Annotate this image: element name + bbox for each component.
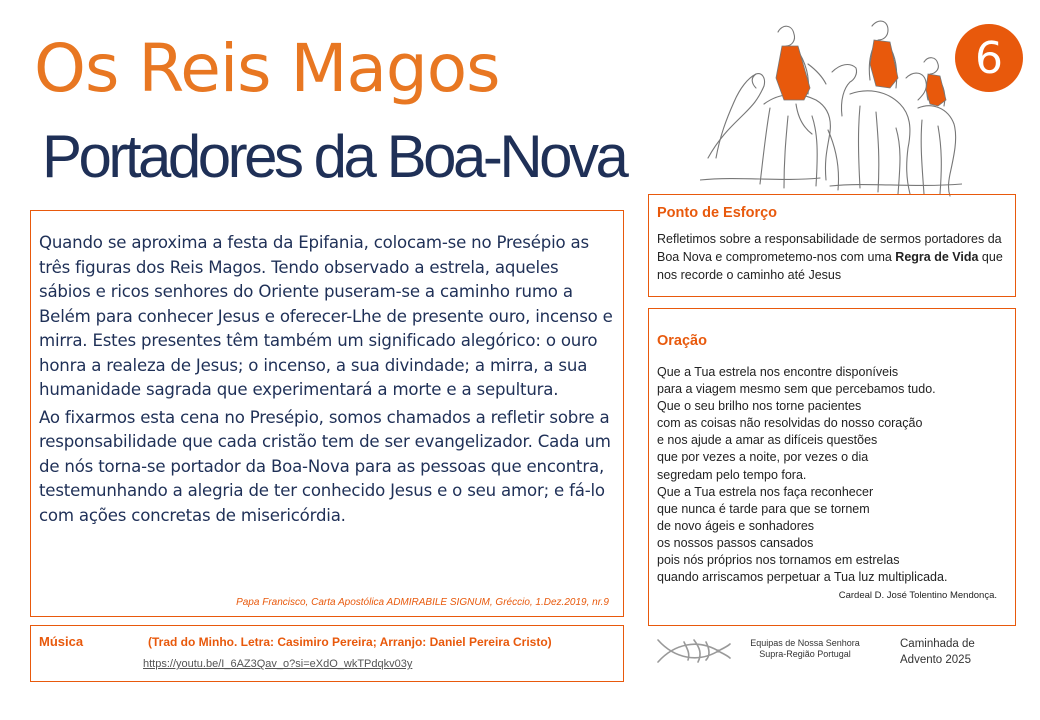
page-title: Os Reis Magos [34,30,500,107]
prayer-line: com as coisas não resolvidas do nosso coração [657,416,923,431]
advent-journey-label [900,636,975,668]
effort-text-bold: Regra de Vida [895,250,979,264]
prayer-line: Que a Tua estrela nos encontre disponíveis [657,365,899,379]
effort-text-part: Refletimos sobre a responsabilidade de sermos portadores da Boa Nova e comprometemo-nos com uma [657,232,1002,264]
prayer-line: para a viagem mesmo sem que percebamos tudo. [657,382,936,397]
prayer-line: pois nós próprios nos tornamos em estrelas [657,553,900,568]
main-paragraph: Ao fixarmos esta cena no Presépio, somos chamados a refletir sobre a responsabilidade que cada cristão tem de ser evangelizador. Cada um de nós torna-se portador da Boa-Nova para as pessoas que encontra, testemunhando a alegria de ter conhecido Jesus e o seu amor; e fá-lo com ações concretas de misericórdia. [39,407,611,525]
page-subtitle: Portadores da Boa-Nova [42,123,626,190]
prayer-box [648,308,1016,626]
prayer-line: e nos ajude a amar as difíceis questões [657,433,878,448]
fish-logo-icon [654,630,732,672]
organization-line: Equipas de Nossa Senhora [750,638,860,648]
effort-heading: Ponto de Esforço [657,205,778,221]
journey-line: Advento 2025 [900,654,971,666]
organization-name [742,638,868,660]
prayer-line: Que o seu brilho nos torne pacientes [657,399,862,414]
effort-box [648,194,1016,297]
main-paragraph: Quando se aproxima a festa da Epifania, colocam-se no Presépio as três figuras dos Reis Magos. Tendo observado a estrela, aqueles sábios e ricos senhores do Oriente puseram-se a caminho rumo a Belém para conhecer Jesus e oferecer-Lhe de presente ouro, incenso e mirra. Estes presentes têm também um significado alegórico: o ouro honra a realeza de Jesus; o incenso, a sua divindade; a mirra, a sua humanidade sagrada que experimentará a morte e a sepultura. [39,233,613,399]
prayer-heading: Oração [657,333,707,349]
effort-text-part: que nos recorde o caminho até Jesus [657,250,1003,282]
prayer-line: os nossos passos cansados [657,535,814,550]
citation: Papa Francisco, Carta Apostólica ADMIRABILE SIGNUM, Gréccio, 1.Dez.2019, nr.9 [236,597,609,608]
prayer-line: Que a Tua estrela nos faça reconhecer [657,484,874,499]
music-label: Música [39,634,84,649]
prayer-lines [657,364,1007,586]
effort-text [657,230,1007,284]
prayer-line: que por vezes a noite, por vezes o dia [657,450,869,465]
music-link[interactable]: https://youtu.be/I_6AZ3Qav_o?si=eXdO_wkTPdqkv03y [143,658,413,670]
main-text-box [30,210,624,617]
three-kings-on-camels-illustration [700,8,962,198]
journey-line: Caminhada de [900,638,975,650]
prayer-line: de novo ágeis e sonhadores [657,518,815,533]
page-number-badge: 6 [955,24,1023,92]
prayer-line: que nunca é tarde para que se tornem [657,501,870,516]
music-box [30,625,624,682]
prayer-author: Cardeal D. José Tolentino Mendonça. [838,590,997,601]
organization-line: Supra-Região Portugal [759,649,851,659]
prayer-line: segredam pelo tempo fora. [657,467,807,482]
music-credit: (Trad do Minho. Letra: Casimiro Pereira; Arranjo: Daniel Pereira Cristo) [148,635,552,649]
prayer-line: quando arriscamos perpetuar a Tua luz multiplicada. [657,570,948,585]
